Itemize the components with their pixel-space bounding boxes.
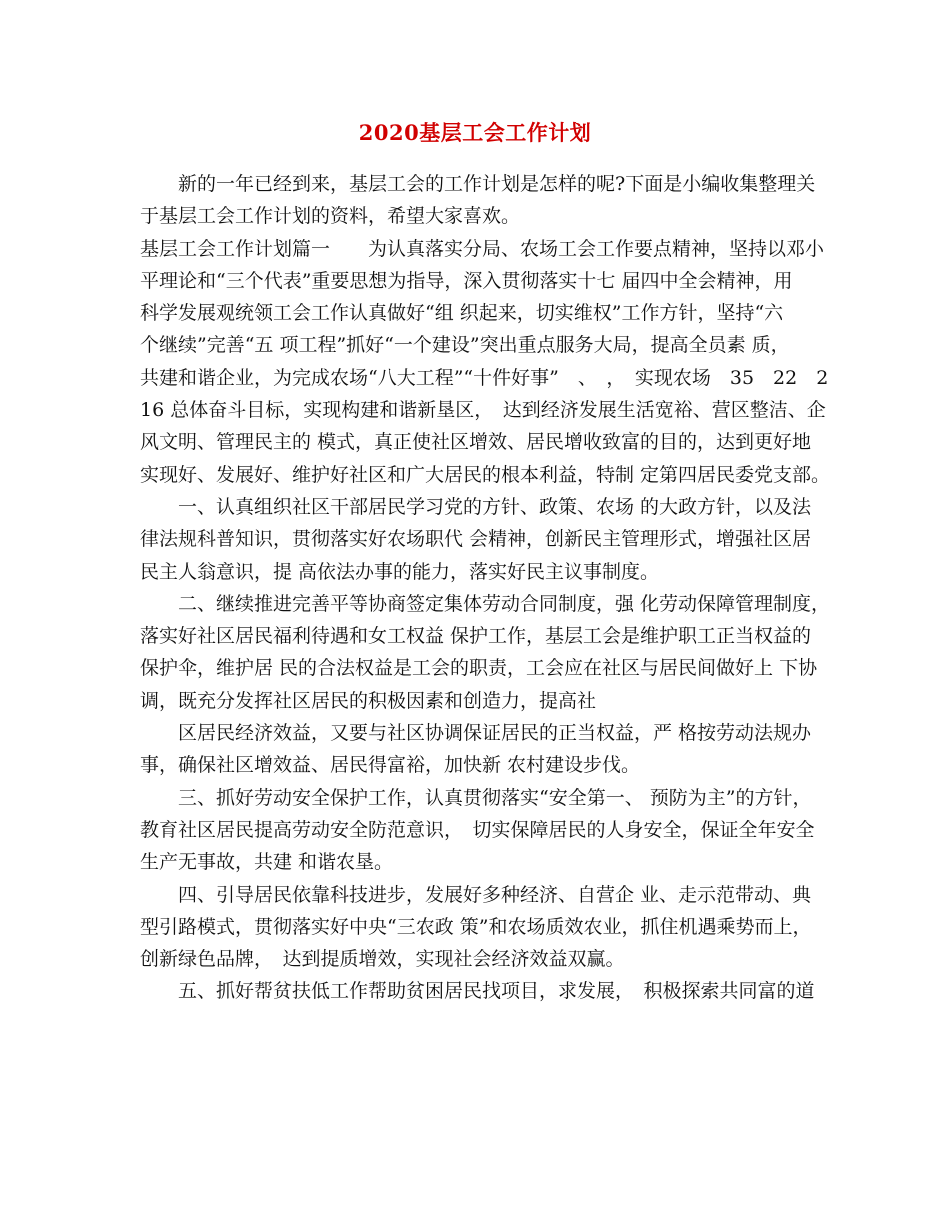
text-line: 四、引导居民依靠科技进步，发展好多种经济、自营企 业、走示范带动、典: [178, 883, 812, 906]
text-line: 区居民经济效益，又要与社区协调保证居民的正当权益，严 格按劳动法规办: [178, 722, 812, 745]
text-line: 16 总体奋斗目标，实现构建和谐新垦区， 达到经济发展生活宽裕、营区整洁、企: [140, 399, 826, 422]
document-title: 2020基层工会工作计划: [358, 120, 592, 145]
text-line: 民主人翁意识，提 高依法办事的能力，落实好民主议事制度。: [140, 560, 660, 583]
document-body: [140, 168, 831, 1008]
text-line: 共建和谐企业，为完成农场“八大工程”“十件好事” 、 ， 实现农场 35 22 2: [140, 366, 829, 389]
text-line: 实现好、发展好、维护好社区和广大居民的根本利益，特制 定第四居民委党支部。: [140, 463, 831, 486]
text-line: 保护伞，维护居 民的合法权益是工会的职责，工会应在社区与居民间做好上 下协: [140, 657, 818, 680]
text-line: 律法规科普知识，贯彻落实好农场职代 会精神，创新民主管理形式，增强社区居: [140, 528, 812, 551]
text-line: 基层工会工作计划篇一 为认真落实分局、农场工会工作要点精神，坚持以邓小: [140, 237, 825, 260]
text-line: 平理论和“三个代表”重要思想为指导，深入贯彻落实十七 届四中全会精神，用: [140, 269, 793, 292]
text-line: 新的一年已经到来，基层工会的工作计划是怎样的呢?下面是小编收集整理关: [178, 173, 816, 195]
text-line: 创新绿色品牌， 达到提质增效，实现社会经济效益双赢。: [140, 948, 625, 971]
text-line: 调，既充分发挥社区居民的积极因素和创造力，提高社: [140, 689, 597, 712]
text-line: 事，确保社区增效益、居民得富裕，加快新 农村建设步伐。: [140, 754, 641, 777]
text-line: 生产无事故，共建 和谐农垦。: [140, 851, 394, 874]
text-line: 于基层工会工作计划的资料，希望大家喜欢。: [140, 205, 521, 228]
text-line: 科学发展观统领工会工作认真做好“组 织起来，切实维权”工作方针，坚持“六: [140, 302, 784, 325]
text-line: 五、抓好帮贫扶低工作帮助贫困居民找项目，求发展， 积极探索共同富的道: [178, 980, 815, 1003]
text-line: 三、抓好劳动安全保护工作，认真贯彻落实“安全第一、 预防为主”的方针，: [178, 786, 812, 809]
text-line: 一、认真组织社区干部居民学习党的方针、政策、农场 的大政方针，以及法: [178, 495, 812, 518]
text-line: 风文明、管理民主的 模式，真正使社区增效、居民增收致富的目的，达到更好地: [140, 431, 812, 454]
text-line: 教育社区居民提高劳动安全防范意识， 切实保障居民的人身安全，保证全年安全: [140, 818, 815, 841]
text-line: 个继续”完善“五 项工程”抓好“一个建设”突出重点服务大局，提高全员素 质，: [140, 334, 790, 357]
text-line: 落实好社区居民福利待遇和女工权益 保护工作，基层工会是维护职工正当权益的: [140, 625, 812, 648]
text-line: 二、继续推进完善平等协商签定集体劳动合同制度，强 化劳动保障管理制度，: [178, 592, 831, 615]
text-line: 型引路模式，贯彻落实好中央“三农政 策”和农场质效农业，抓住机遇乘势而上，: [140, 915, 812, 938]
